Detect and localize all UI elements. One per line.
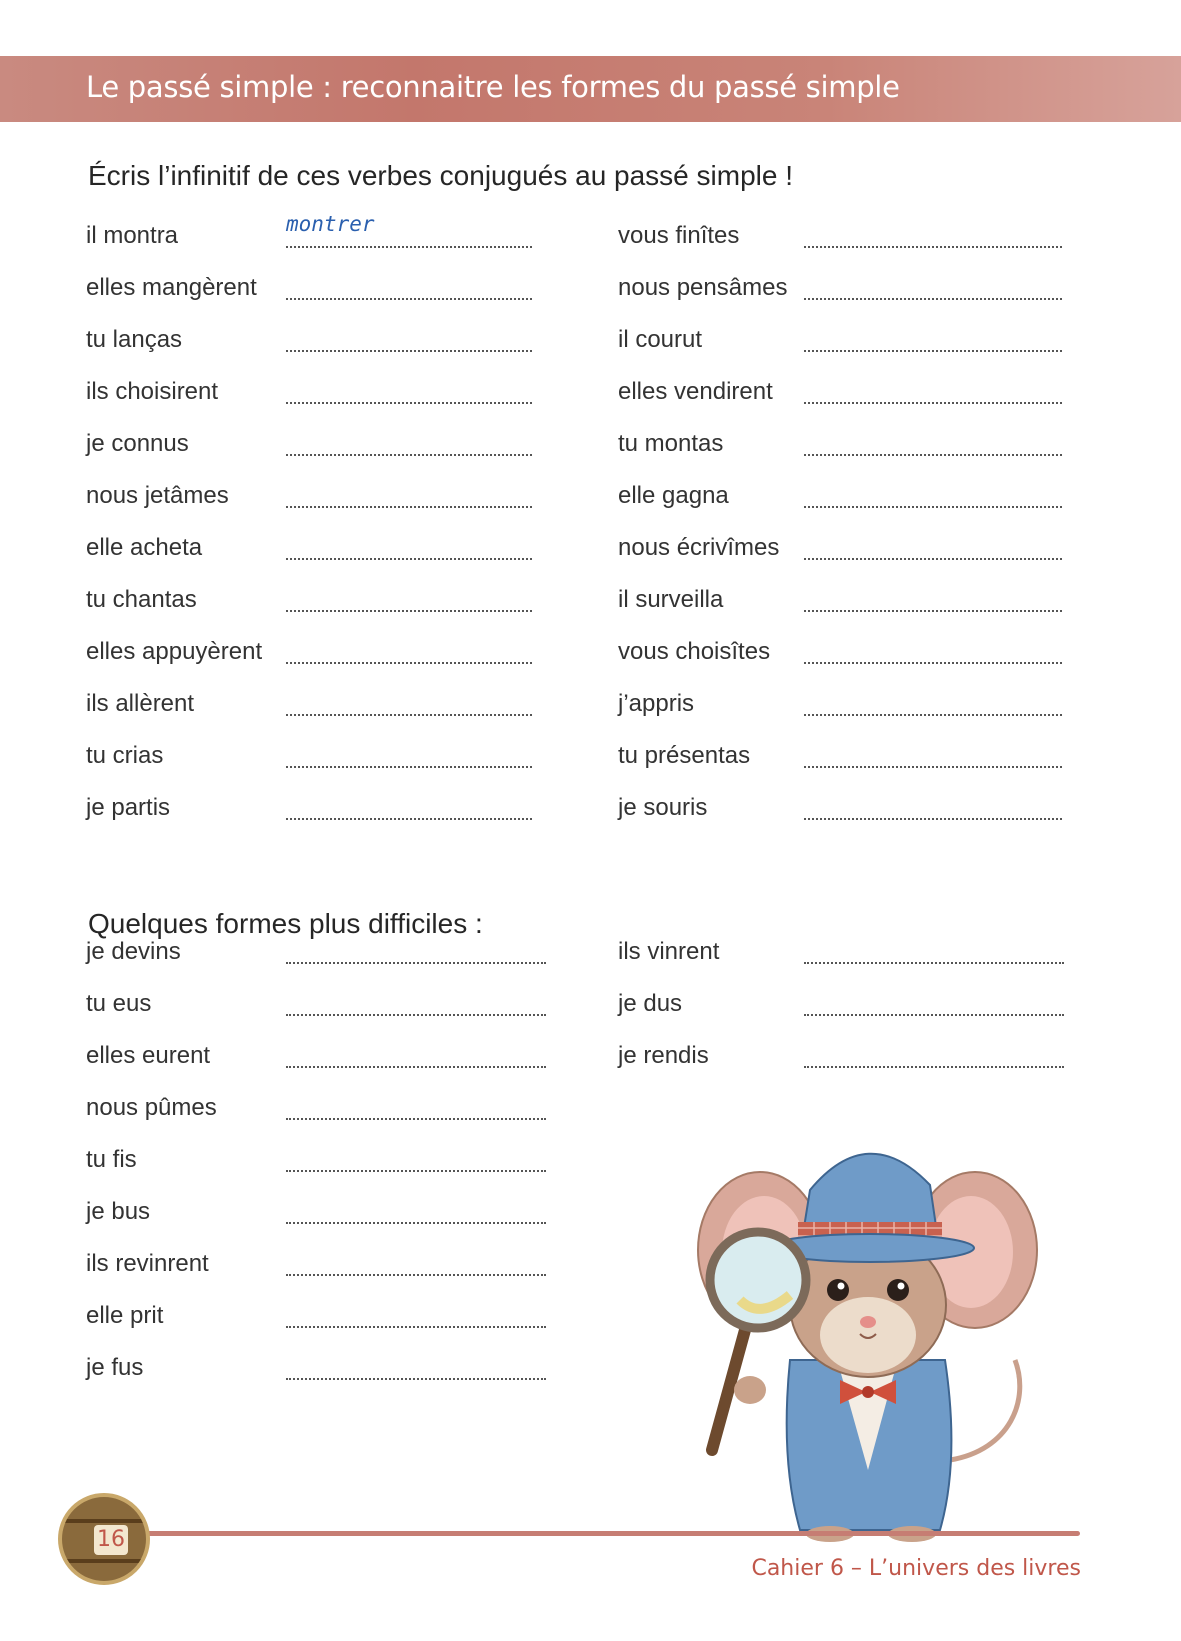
verb-label: nous jetâmes	[86, 482, 229, 509]
exercise-row	[86, 322, 532, 362]
exercise-row	[618, 986, 1064, 1026]
answer-line[interactable]	[804, 506, 1062, 508]
answer-line[interactable]	[804, 298, 1062, 300]
exercise-row	[618, 478, 1062, 518]
verb-label: elles mangèrent	[86, 274, 257, 301]
exercise-row	[618, 530, 1062, 570]
answer-line[interactable]	[286, 1170, 546, 1172]
answer-line[interactable]	[286, 1066, 546, 1068]
answer-line[interactable]	[286, 558, 532, 560]
verb-label: il montra	[86, 222, 179, 249]
exercise-row	[86, 634, 532, 674]
exercise-row	[86, 1246, 546, 1286]
verb-label: vous choisîtes	[618, 638, 771, 665]
answer-line[interactable]	[286, 962, 546, 964]
verb-label: ils allèrent	[86, 690, 195, 717]
exercise-row	[618, 934, 1064, 974]
page-title: Le passé simple : reconnaitre les formes du passé simple	[86, 70, 900, 104]
verb-label: elles appuyèrent	[86, 638, 263, 665]
verb-label: je fus	[86, 1354, 144, 1381]
verb-label: je souris	[618, 794, 708, 821]
verb-label: je bus	[86, 1198, 151, 1225]
answer-line[interactable]	[286, 1378, 546, 1380]
exercise-row	[618, 790, 1062, 830]
verb-label: il courut	[618, 326, 703, 353]
answer-line[interactable]	[804, 454, 1062, 456]
answer-line[interactable]	[286, 818, 532, 820]
mouse-detective-icon	[690, 1130, 1090, 1550]
verb-label: je devins	[86, 938, 181, 965]
answer-line[interactable]	[804, 1066, 1064, 1068]
verb-label: tu fis	[86, 1146, 137, 1173]
verb-label: nous pûmes	[86, 1094, 217, 1121]
page-number: 16	[94, 1525, 128, 1555]
answer-line[interactable]	[804, 246, 1062, 248]
answer-line[interactable]	[804, 662, 1062, 664]
verb-label: tu lanças	[86, 326, 183, 353]
exercise-row	[618, 218, 1062, 258]
answer-line[interactable]	[804, 766, 1062, 768]
answer-line[interactable]	[286, 1326, 546, 1328]
footer-divider	[140, 1531, 1080, 1536]
verb-label: je rendis	[618, 1042, 709, 1069]
verb-label: elles eurent	[86, 1042, 211, 1069]
verb-label: nous pensâmes	[618, 274, 788, 301]
answer-line[interactable]	[286, 662, 532, 664]
verb-label: je dus	[618, 990, 683, 1017]
exercise-row	[618, 1038, 1064, 1078]
answer-line[interactable]	[286, 766, 532, 768]
page-number-badge	[58, 1493, 150, 1585]
answer-line[interactable]	[286, 1014, 546, 1016]
verb-label: j’appris	[618, 690, 695, 717]
verb-label: elle prit	[86, 1302, 164, 1329]
verb-label: nous écrivîmes	[618, 534, 780, 561]
answer-line[interactable]	[804, 402, 1062, 404]
verb-label: je connus	[86, 430, 189, 457]
answer-line[interactable]	[286, 298, 532, 300]
answer-line[interactable]	[286, 246, 532, 248]
verb-label: elle acheta	[86, 534, 203, 561]
exercise-row	[618, 686, 1062, 726]
book-title: Cahier 6 – L’univers des livres	[751, 1556, 1081, 1581]
exercise-row	[86, 1142, 546, 1182]
exercise-row	[618, 426, 1062, 466]
answer-line[interactable]	[804, 610, 1062, 612]
verb-label: vous finîtes	[618, 222, 740, 249]
answer-line[interactable]	[804, 350, 1062, 352]
answer-line[interactable]	[286, 1222, 546, 1224]
exercise-row	[618, 270, 1062, 310]
exercise-row	[86, 478, 532, 518]
verb-label: tu chantas	[86, 586, 197, 613]
exercise-row	[618, 634, 1062, 674]
exercise-row	[86, 582, 532, 622]
exercise-row	[86, 686, 532, 726]
verb-label: il surveilla	[618, 586, 724, 613]
answer-line[interactable]	[286, 1274, 546, 1276]
verb-label: elles vendirent	[618, 378, 773, 405]
exercise-row	[86, 374, 532, 414]
answer-line[interactable]	[804, 558, 1062, 560]
exercise-row	[618, 738, 1062, 778]
answer-line[interactable]	[804, 714, 1062, 716]
title-band	[0, 56, 1181, 122]
answer-line[interactable]	[286, 714, 532, 716]
verb-label: tu présentas	[618, 742, 751, 769]
exercise-row	[618, 322, 1062, 362]
exercise-row	[86, 1350, 546, 1390]
exercise-row	[86, 1038, 546, 1078]
answer-line[interactable]	[286, 506, 532, 508]
answer-line[interactable]	[286, 402, 532, 404]
answer-line[interactable]	[804, 1014, 1064, 1016]
verb-label: tu eus	[86, 990, 152, 1017]
answer-line[interactable]	[804, 962, 1064, 964]
exercise-row	[86, 270, 532, 310]
exercise-row	[618, 374, 1062, 414]
verb-label: ils revinrent	[86, 1250, 209, 1277]
exercise-row	[86, 986, 546, 1026]
exercise-instruction: Écris l’infinitif de ces verbes conjugués au passé simple !	[88, 160, 794, 191]
answer-line[interactable]	[286, 1118, 546, 1120]
verb-label: elle gagna	[618, 482, 729, 509]
exercise-row	[86, 1090, 546, 1130]
section-heading-difficult: Quelques formes plus difficiles :	[88, 908, 483, 939]
verb-label: ils vinrent	[618, 938, 720, 965]
exercise-row	[86, 738, 532, 778]
verb-label: je partis	[86, 794, 171, 821]
verb-label: tu montas	[618, 430, 724, 457]
exercise-row	[618, 582, 1062, 622]
exercise-row	[86, 934, 546, 974]
answer-line[interactable]	[804, 818, 1062, 820]
exercise-row	[86, 212, 532, 258]
answer-line[interactable]	[286, 610, 532, 612]
exercise-row	[86, 426, 532, 466]
verb-label: tu crias	[86, 742, 164, 769]
exercise-row	[86, 1298, 546, 1338]
exercise-row	[86, 790, 532, 830]
exercise-row	[86, 1194, 546, 1234]
exercise-row	[86, 530, 532, 570]
answer-line[interactable]	[286, 350, 532, 352]
answer-line[interactable]	[286, 454, 532, 456]
handwritten-answer: montrer	[286, 212, 375, 236]
verb-label: ils choisirent	[86, 378, 219, 405]
